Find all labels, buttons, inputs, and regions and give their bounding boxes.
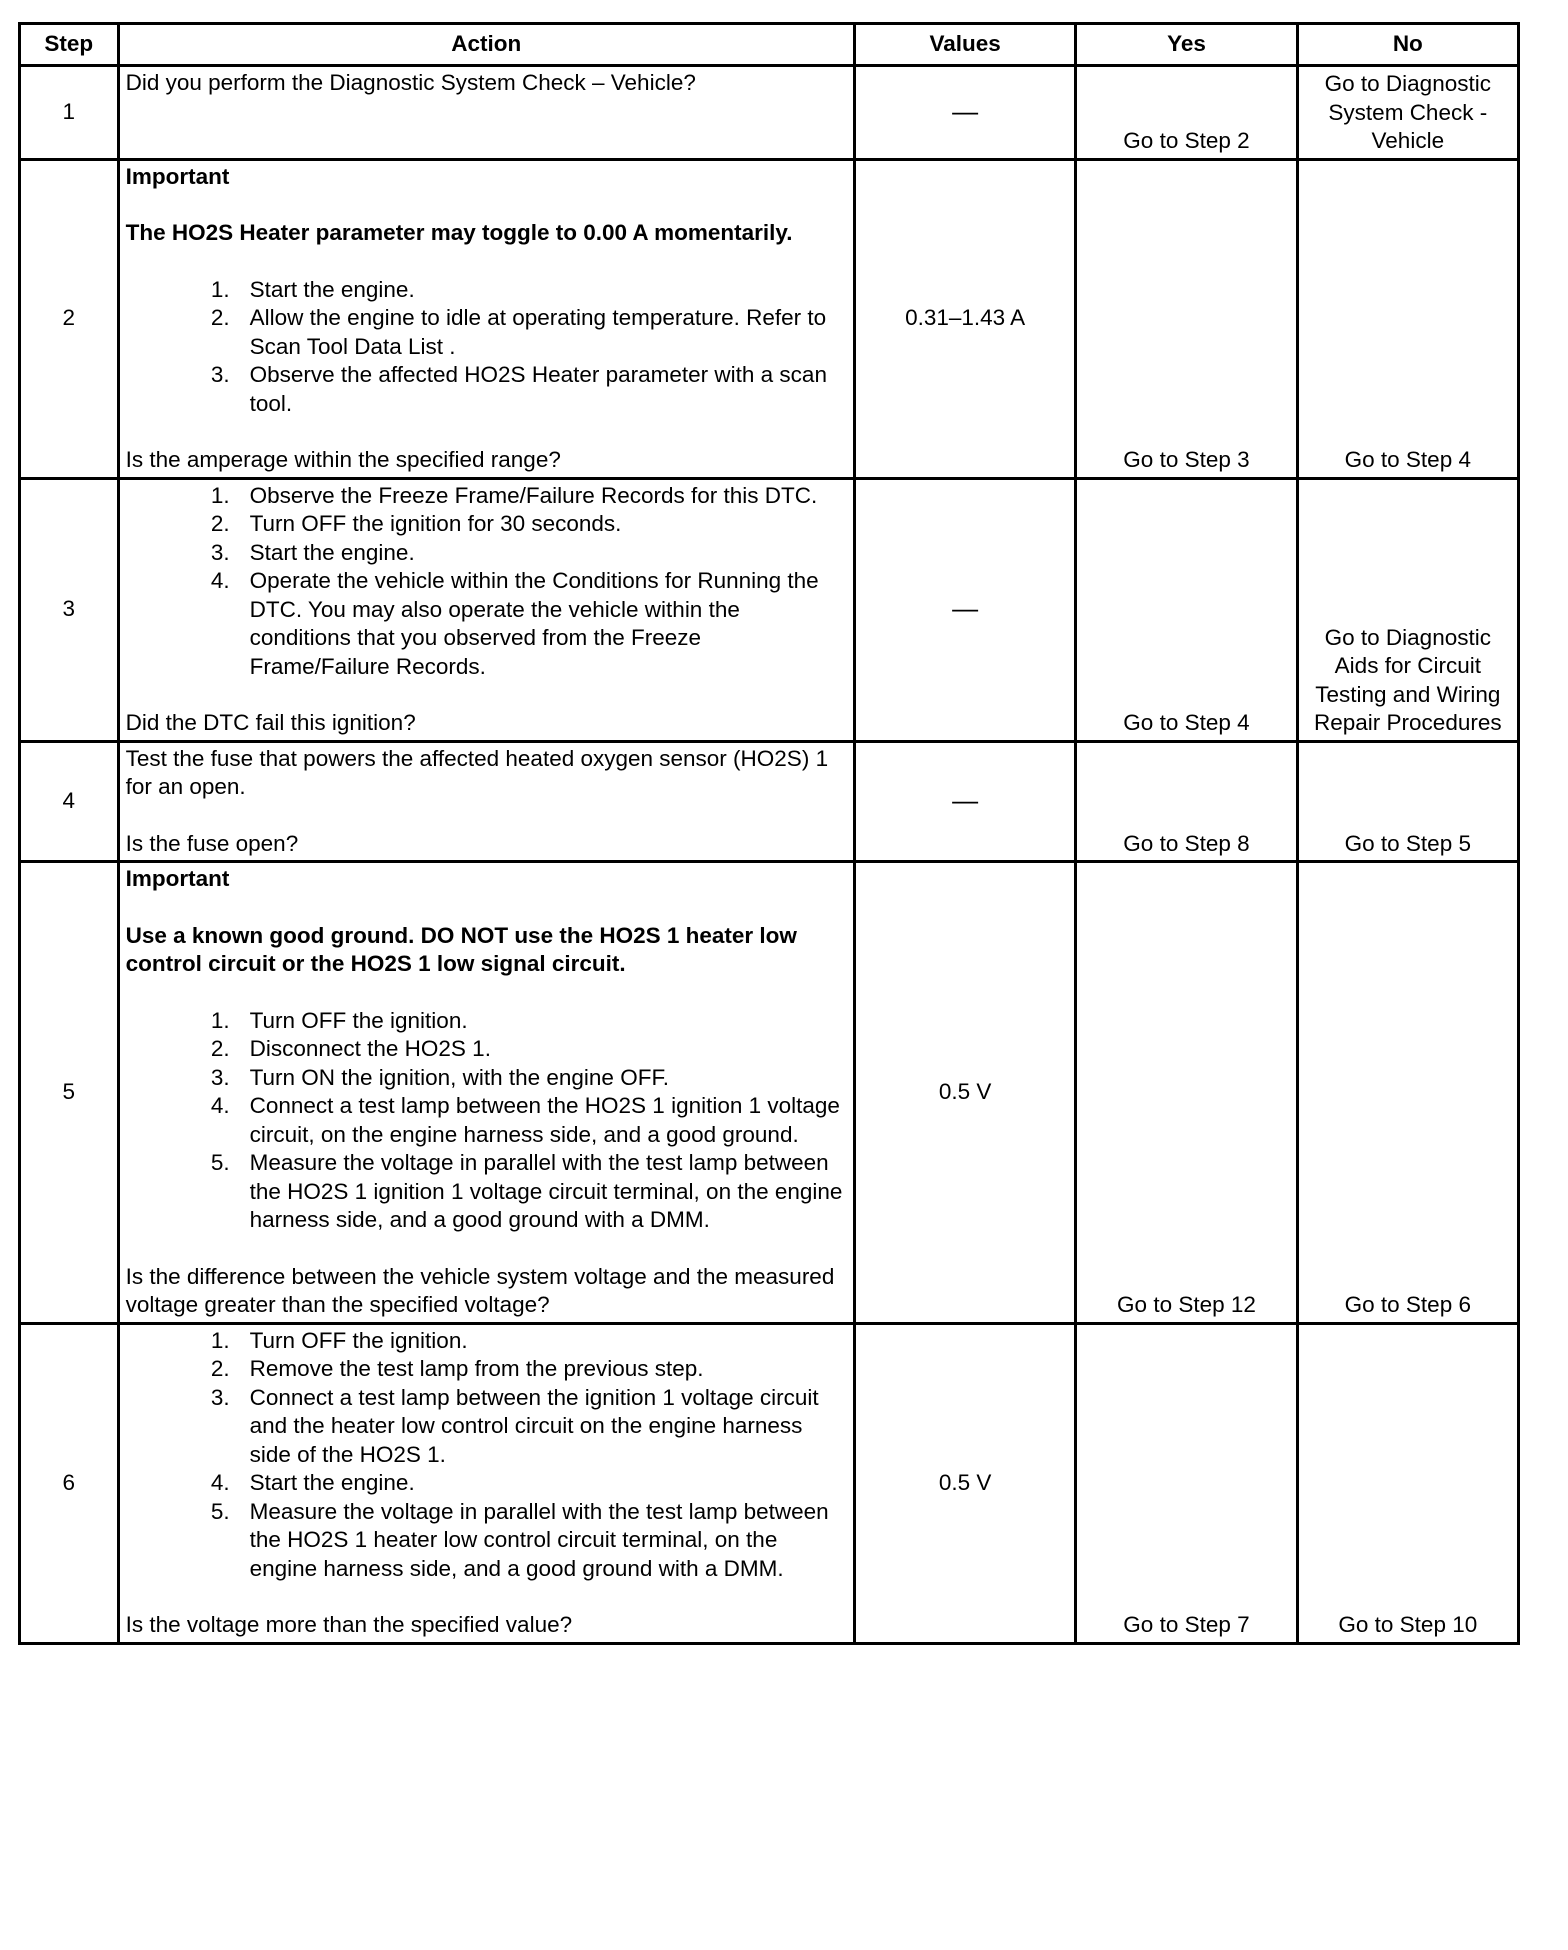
step-number: 3 (20, 478, 119, 741)
list-item: 3. Turn ON the ignition, with the engine OFF. (210, 1064, 669, 1090)
no-link[interactable]: Go to Step 5 (1344, 830, 1471, 856)
no-link[interactable]: Go to Step 4 (1344, 447, 1471, 472)
table-row-step-1 (20, 66, 1519, 160)
header-values: Values (854, 24, 1075, 66)
list-item: 1. Observe the Freeze Frame/Failure Records for this DTC. (210, 482, 818, 508)
header-step: Step (20, 24, 119, 66)
yes-link[interactable]: Go to Step 3 (1123, 447, 1250, 472)
list-item: 1. Start the engine. (210, 276, 415, 302)
important-text: Use a known good ground. DO NOT use the HO2S 1 heater low control circuit or the HO2S 1 low signal circuit. (125, 922, 797, 976)
no-link[interactable]: Go to Diagnostic Aids for Circuit Testing and Wiring Repair Procedures (1314, 624, 1502, 735)
value-cell (854, 862, 1075, 1324)
action-question: Is the amperage within the specified range? (125, 447, 561, 472)
value-text: — (952, 785, 979, 815)
step-number: 6 (20, 1323, 119, 1643)
action-cell (118, 66, 854, 160)
no-link[interactable]: Go to Step 10 (1338, 1612, 1478, 1637)
important-text: The HO2S Heater parameter may toggle to 0.00 A momentarily. (125, 220, 793, 245)
table-row-step-3 (20, 478, 1519, 741)
value-cell (854, 1323, 1075, 1643)
yes-cell (1076, 741, 1297, 862)
action-cell (118, 478, 854, 741)
important-title: Important (125, 866, 230, 891)
action-question: Is the fuse open? (125, 830, 299, 856)
list-item: 2. Allow the engine to idle at operating temperature. Refer to Scan Tool Data List . (210, 305, 827, 359)
no-cell (1297, 159, 1518, 478)
yes-cell (1076, 1323, 1297, 1643)
step-number: 2 (20, 159, 119, 478)
header-row (20, 24, 1519, 66)
yes-link[interactable]: Go to Step 4 (1123, 710, 1250, 735)
list-item: 5. Measure the voltage in parallel with the test lamp between the HO2S 1 heater low control circuit terminal, on the engine harness side, and a good ground with a DMM. (210, 1498, 829, 1581)
action-cell (118, 862, 854, 1324)
procedure-list (126, 1327, 847, 1584)
procedure-list (126, 276, 847, 419)
value-cell (854, 478, 1075, 741)
action-question: Is the voltage more than the specified value? (125, 1612, 573, 1637)
list-item: 1. Turn OFF the ignition. (210, 1327, 468, 1353)
value-cell (854, 159, 1075, 478)
header-no: No (1297, 24, 1518, 66)
yes-link[interactable]: Go to Step 12 (1117, 1292, 1256, 1317)
header-yes: Yes (1076, 24, 1297, 66)
list-item: 4. Start the engine. (210, 1470, 415, 1495)
value-text: 0.31–1.43 A (905, 305, 1026, 331)
value-text: 0.5 V (938, 1469, 992, 1495)
yes-cell (1076, 159, 1297, 478)
table-row-step-6 (20, 1323, 1519, 1643)
yes-cell (1076, 66, 1297, 160)
value-text: 0.5 V (938, 1079, 992, 1104)
action-cell (118, 159, 854, 478)
list-item: 2. Turn OFF the ignition for 30 seconds. (210, 511, 622, 536)
action-cell (118, 741, 854, 862)
list-item: 2. Remove the test lamp from the previous step. (210, 1356, 704, 1381)
header-action: Action (118, 24, 854, 66)
diagnostic-table (18, 22, 1520, 1645)
list-item: 2. Disconnect the HO2S 1. (210, 1036, 491, 1061)
procedure-list (126, 1007, 847, 1235)
list-item: 5. Measure the voltage in parallel with the test lamp between the HO2S 1 ignition 1 voltage circuit terminal, on the engine harness side, and a good ground with a DMM. (210, 1150, 843, 1232)
no-cell (1297, 1323, 1518, 1643)
important-title: Important (125, 163, 230, 189)
step-number: 5 (20, 862, 119, 1324)
list-item: 1. Turn OFF the ignition. (210, 1007, 468, 1033)
no-cell (1297, 478, 1518, 741)
yes-link[interactable]: Go to Step 2 (1123, 128, 1250, 153)
table-row-step-4 (20, 741, 1519, 862)
no-cell (1297, 66, 1518, 160)
action-cell (118, 1323, 854, 1643)
action-intro: Test the fuse that powers the affected heated oxygen sensor (HO2S) 1 for an open. (125, 745, 829, 799)
yes-cell (1076, 862, 1297, 1324)
no-cell (1297, 862, 1518, 1324)
list-item: 3. Start the engine. (210, 539, 415, 565)
no-cell (1297, 741, 1518, 862)
procedure-list (126, 482, 847, 682)
value-cell (854, 66, 1075, 160)
no-link[interactable]: Go to Diagnostic System Check - Vehicle (1324, 71, 1491, 153)
value-text: — (952, 593, 979, 624)
list-item: 3. Observe the affected HO2S Heater parameter with a scan tool. (210, 362, 827, 416)
list-item: 3. Connect a test lamp between the ignition 1 voltage circuit and the heater low control circuit on the engine harness side of the HO2S 1. (210, 1384, 819, 1467)
value-cell (854, 741, 1075, 862)
value-text: — (952, 96, 979, 126)
yes-link[interactable]: Go to Step 7 (1123, 1612, 1250, 1637)
no-link[interactable]: Go to Step 6 (1344, 1292, 1471, 1317)
yes-cell (1076, 478, 1297, 741)
action-intro: Did you perform the Diagnostic System Check – Vehicle? (125, 70, 696, 95)
yes-link[interactable]: Go to Step 8 (1123, 830, 1250, 856)
table-row-step-5 (20, 862, 1519, 1324)
action-question: Did the DTC fail this ignition? (125, 710, 416, 735)
step-number: 4 (20, 741, 119, 862)
table-row-step-2 (20, 159, 1519, 478)
list-item: 4. Operate the vehicle within the Conditions for Running the DTC. You may also operate the vehicle within the conditions that you observed from the Freeze Frame/Failure Records. (210, 568, 819, 679)
list-item: 4. Connect a test lamp between the HO2S 1 ignition 1 voltage circuit, on the engine harness side, and a good ground. (210, 1093, 840, 1147)
step-number: 1 (20, 66, 119, 160)
action-question: Is the difference between the vehicle system voltage and the measured voltage greater than the specified voltage? (125, 1263, 835, 1317)
